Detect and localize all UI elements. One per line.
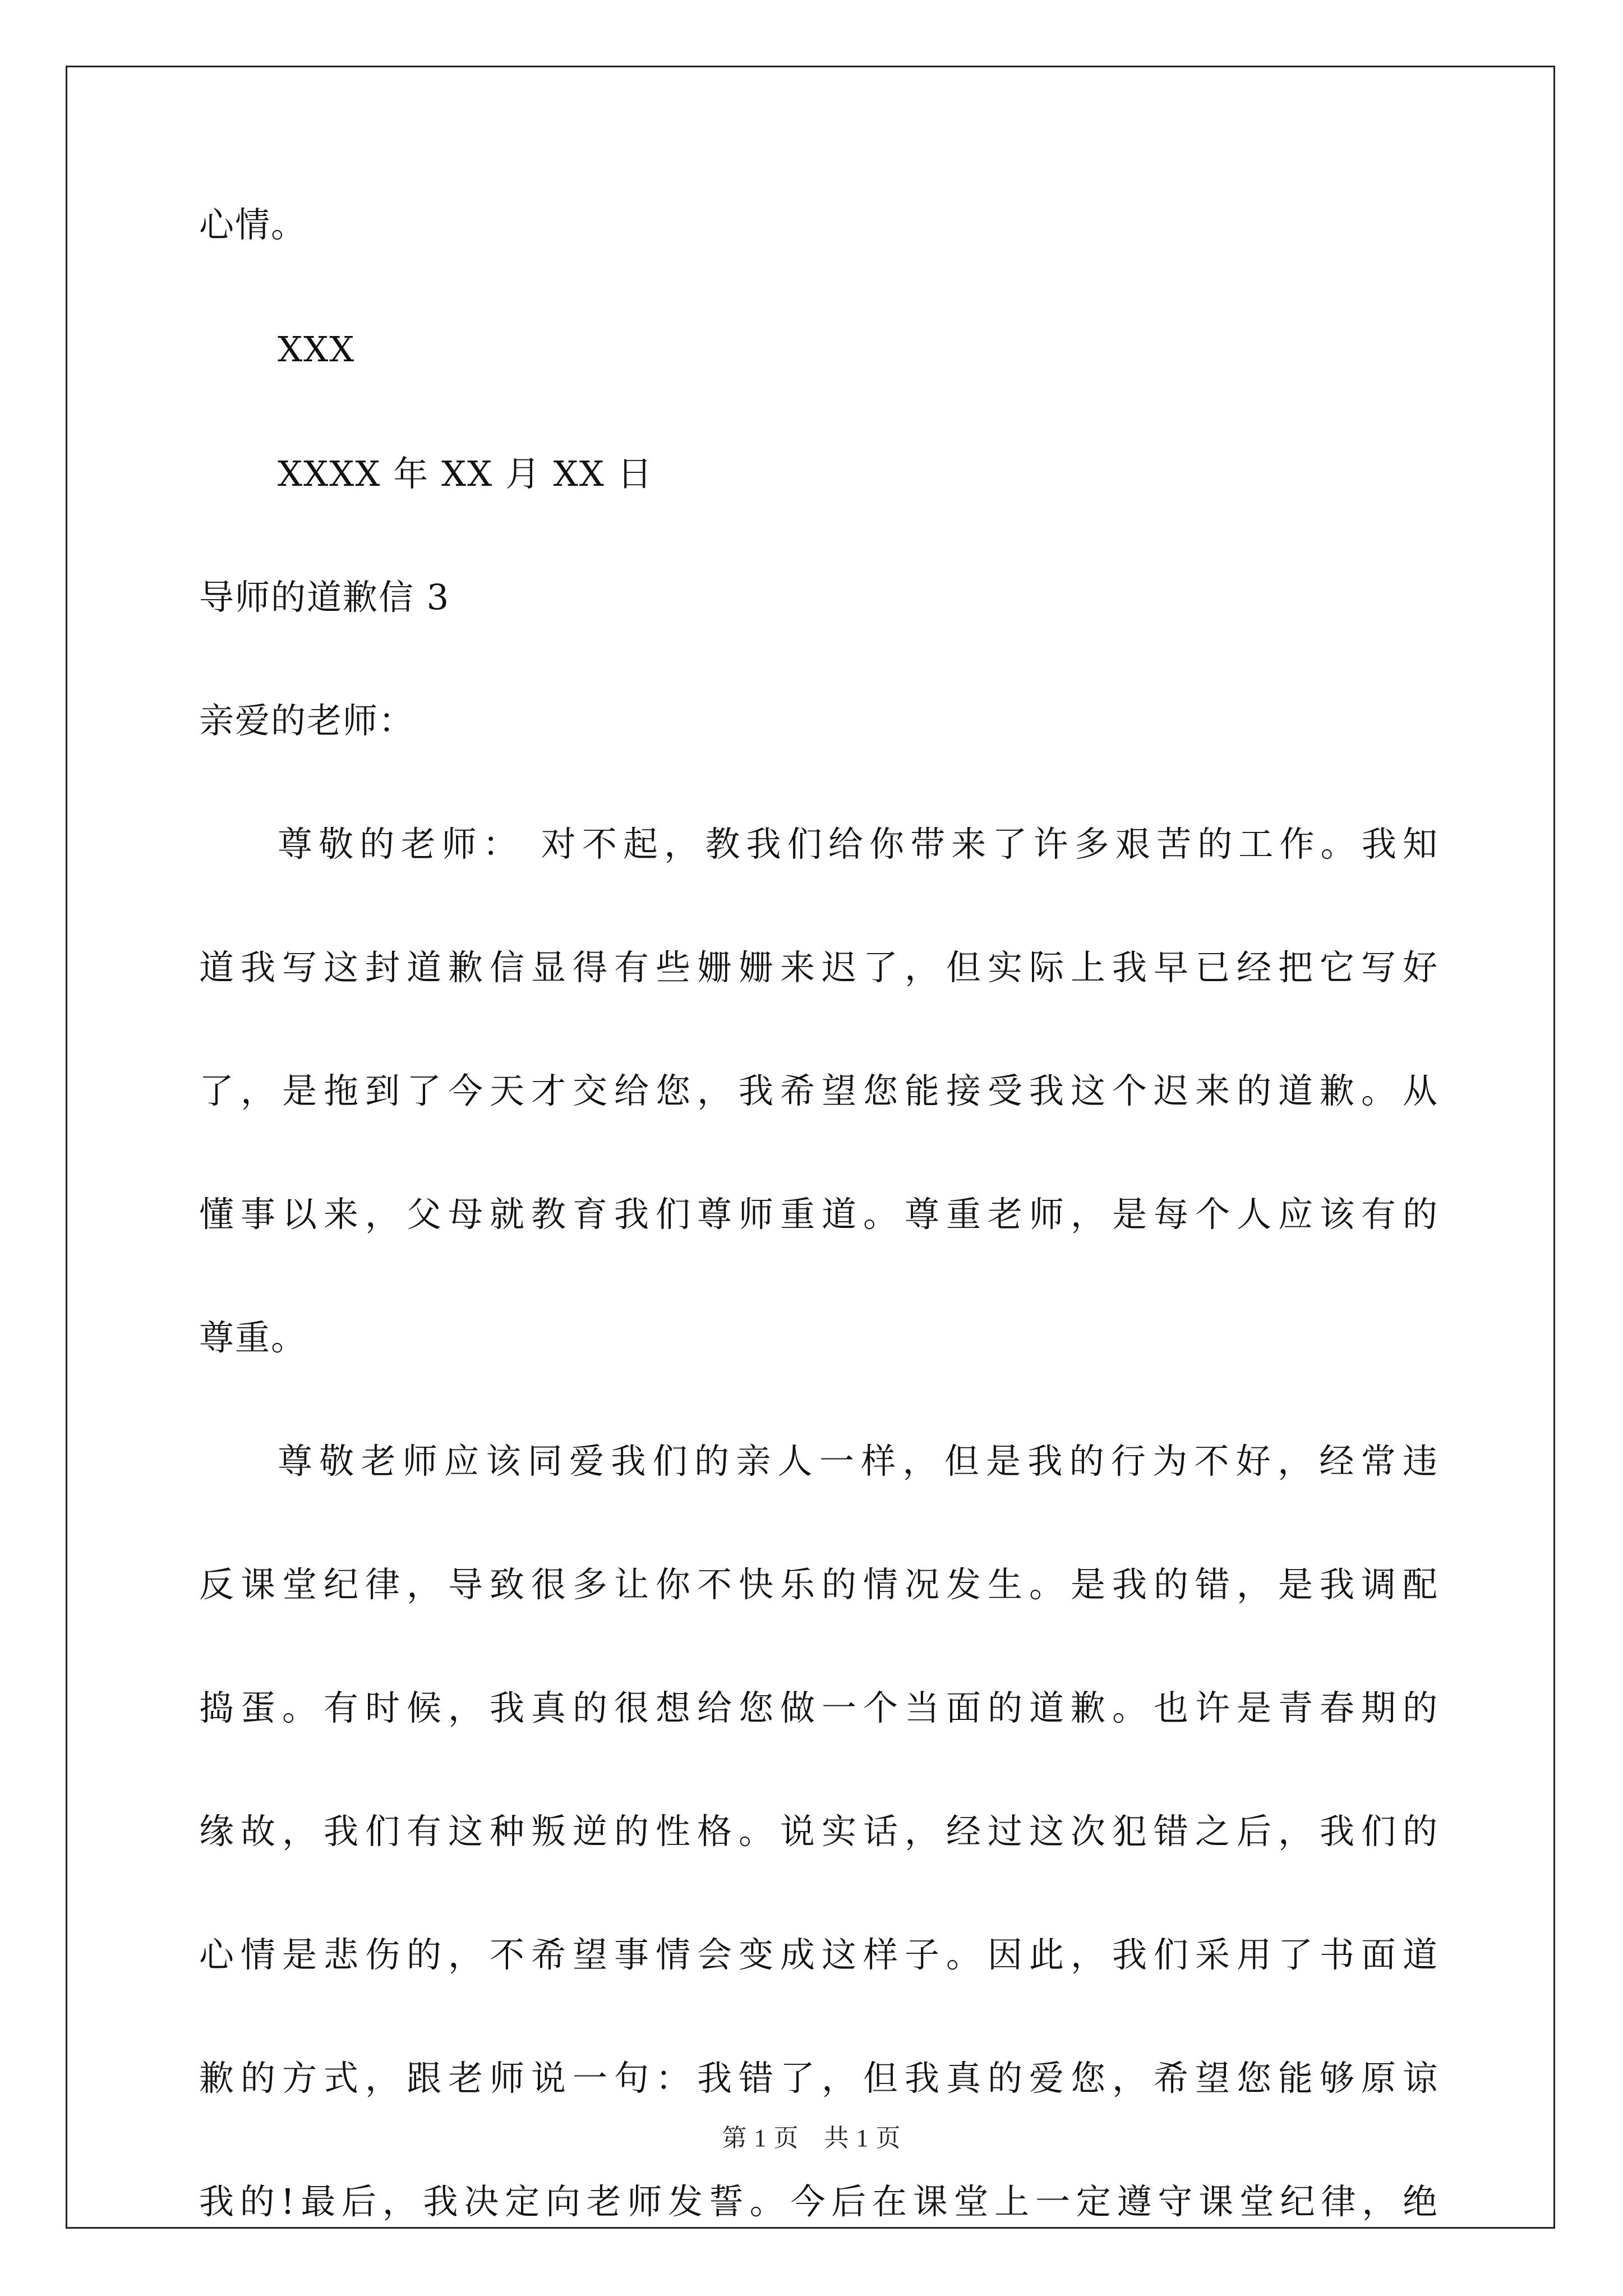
text-line: 心情。: [199, 204, 307, 245]
signature-date: XXXX 年 XX 月 XX 日: [278, 453, 653, 494]
paragraph-line: 捣蛋。有时候，我真的很想给您做一个当面的道歉。也许是青春期的: [199, 1687, 1438, 1728]
paragraph-line: 懂事以来，父母就教育我们尊师重道。尊重老师，是每个人应该有的: [199, 1194, 1438, 1235]
section-title: 导师的道歉信 3: [199, 577, 450, 618]
page-border: [66, 66, 1555, 2229]
paragraph-line: 道我写这封道歉信显得有些姗姗来迟了，但实际上我早已经把它写好: [199, 947, 1438, 988]
paragraph-line: 反课堂纪律，导致很多让你不快乐的情况发生。是我的错，是我调配: [199, 1564, 1438, 1605]
paragraph-line: 缘故，我们有这种叛逆的性格。说实话，经过这次犯错之后，我们的: [199, 1811, 1438, 1852]
paragraph-line: 我的!最后，我决定向老师发誓。今后在课堂上一定遵守课堂纪律，绝: [199, 2181, 1438, 2222]
signature-name: XXX: [278, 329, 356, 370]
paragraph-line: 尊重。: [199, 1317, 307, 1358]
paragraph-line: 心情是悲伤的，不希望事情会变成这样子。因此，我们采用了书面道: [199, 1934, 1438, 1975]
paragraph-line: 尊敬老师应该同爱我们的亲人一样，但是我的行为不好，经常违: [278, 1441, 1438, 1481]
paragraph-line: 尊敬的老师： 对不起，教我们给你带来了许多艰苦的工作。我知: [278, 823, 1438, 864]
salutation: 亲爱的老师：: [199, 700, 415, 741]
paragraph-line: 歉的方式，跟老师说一句：我错了，但我真的爱您，希望您能够原谅: [199, 2058, 1438, 2099]
page-number-footer: 第 1 页 共 1 页: [722, 2124, 901, 2152]
paragraph-line: 了，是拖到了今天才交给您，我希望您能接受我这个迟来的道歉。从: [199, 1070, 1438, 1111]
